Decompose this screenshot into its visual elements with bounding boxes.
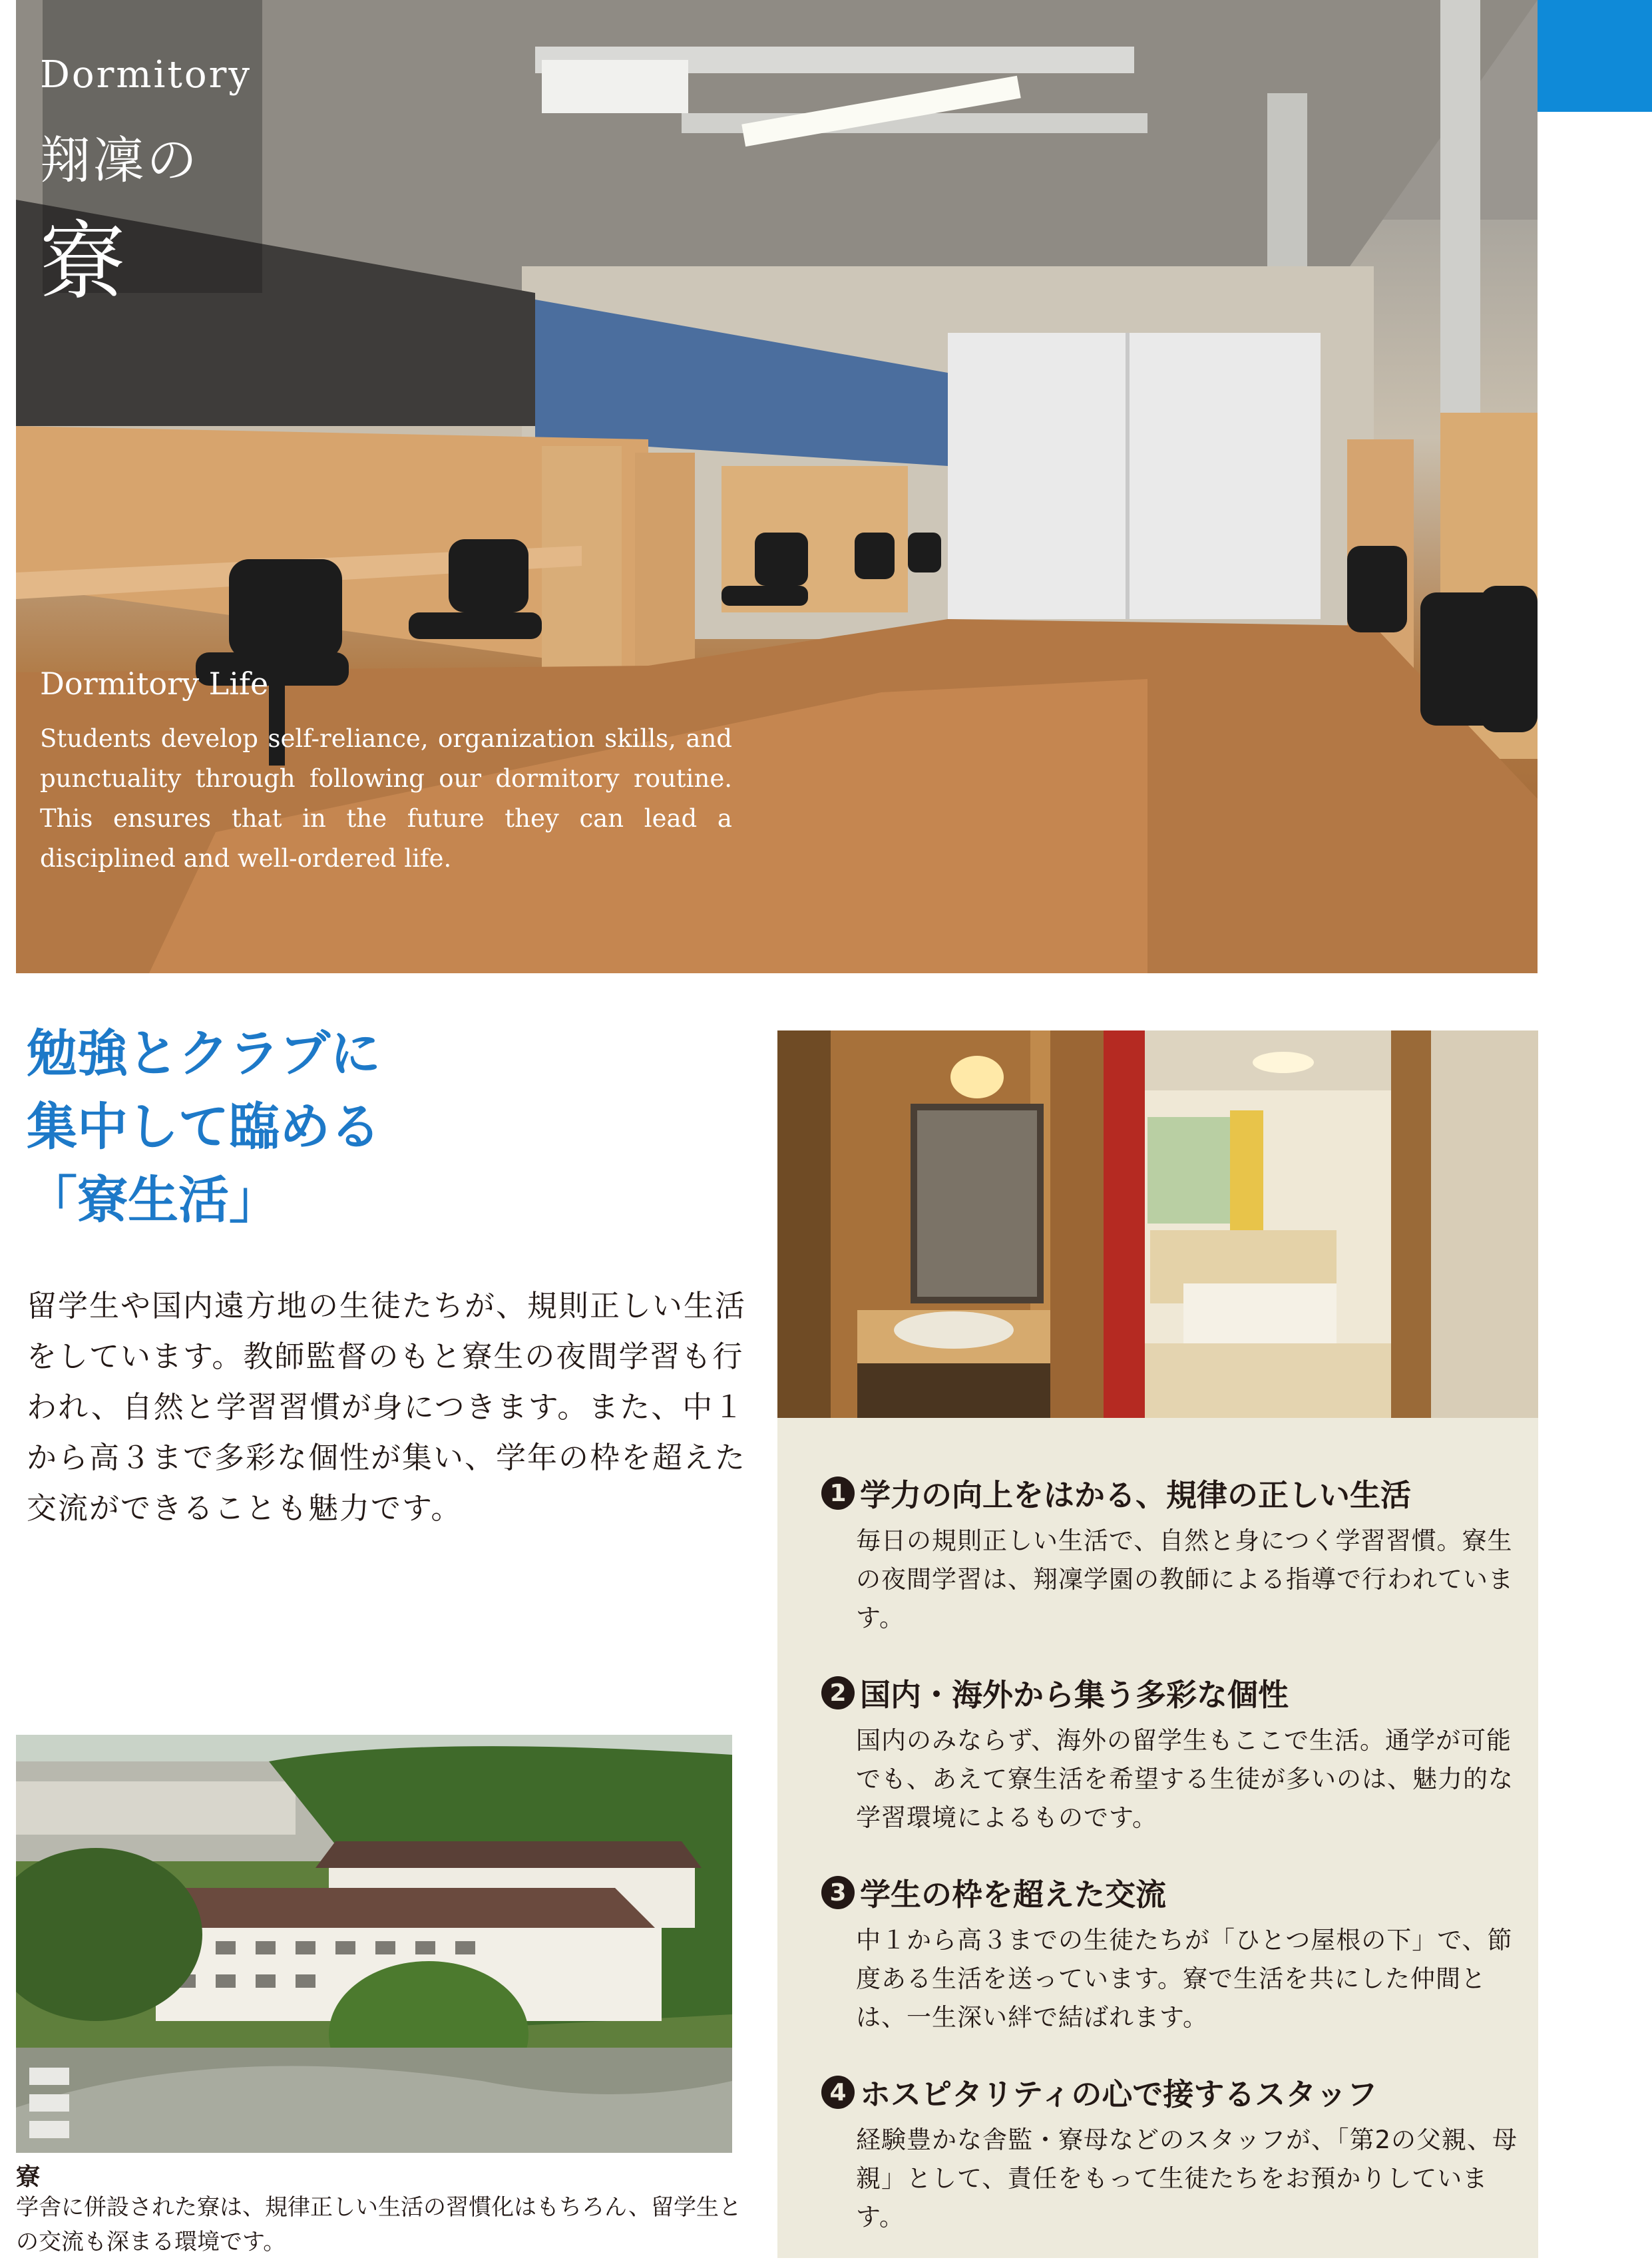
- headline-line-2: 集中して臨める: [27, 1097, 381, 1156]
- intro-paragraph: 留学生や国内遠方地の生徒たちが、規則正しい生活をしています。教師監督のもと寮生の夜間学習も行われ、自然と学習習慣が身につきます。また、中１から高３まで多彩な個性が集い、学年の枠を超えた交流ができることも魅力です。: [27, 1288, 747, 1526]
- headline-line-3: 「寮生活」: [27, 1170, 280, 1230]
- feature-title: 学生の枠を超えた交流: [860, 1877, 1166, 1913]
- aerial-caption-title: 寮: [16, 2163, 41, 2191]
- features-box: [777, 1418, 1538, 2258]
- feature-number-badge: 1: [821, 1476, 855, 1510]
- feature-item: [821, 1471, 1527, 1638]
- dormitory-aerial-illustration: [16, 1735, 732, 2153]
- hero-description: Students develop self-reliance, organization skills, and punctuality through following our dormitory routine. This ensures that in the future they can lead a disciplined and well-ordered life.: [40, 724, 732, 873]
- feature-title: ホスピタリティの心で接するスタッフ: [860, 2076, 1378, 2112]
- feature-body: 経験豊かな舎監・寮母などのスタッフが、「第2の父親、母親」として、責任をもって生徒たちをお預かりしています。: [856, 2126, 1518, 2231]
- hero-title-small: 翔凜の: [40, 130, 200, 190]
- hero-subtitle: Dormitory Life: [40, 666, 269, 702]
- hero-photo-study-hall: [16, 0, 1538, 973]
- hero-eyebrow: Dormitory: [40, 53, 252, 97]
- feature-item: [821, 1871, 1527, 2037]
- blue-corner-tab: [1538, 0, 1652, 112]
- feature-title: 国内・海外から集う多彩な個性: [860, 1677, 1289, 1713]
- dorm-room-illustration: [777, 1030, 1538, 1418]
- feature-item: [821, 2070, 1527, 2237]
- feature-number-badge: 2: [821, 1676, 855, 1709]
- hero-title-large: 寮: [40, 212, 126, 312]
- feature-item: [821, 1671, 1527, 1837]
- aerial-caption-text: 学舎に併設された寮は、規律正しい生活の習慣化はもちろん、留学生との交流も深まる環境です。: [16, 2194, 742, 2255]
- feature-title: 学力の向上をはかる、規律の正しい生活: [860, 1477, 1411, 1513]
- headline-line-1: 勉強とクラブに: [27, 1024, 381, 1083]
- feature-number-badge: 3: [821, 1876, 855, 1909]
- dorm-room-photo: [777, 1030, 1538, 1418]
- feature-body: 国内のみならず、海外の留学生もここで生活。通学が可能でも、あえて寮生活を希望する生徒が多いのは、魅力的な学習環境によるものです。: [856, 1726, 1514, 1832]
- feature-body: 中１から高３までの生徒たちが「ひとつ屋根の下」で、節度ある生活を送っています。寮で生活を共にした仲間とは、一生深い絆で結ばれます。: [856, 1926, 1513, 2032]
- feature-number-badge: 4: [821, 2076, 855, 2109]
- feature-body: 毎日の規則正しい生活で、自然と身につく学習習慣。寮生の夜間学習は、翔凜学園の教師による指導で行われています。: [856, 1526, 1514, 1632]
- dormitory-aerial-photo: [16, 1735, 732, 2153]
- page-headline: [27, 1017, 759, 1237]
